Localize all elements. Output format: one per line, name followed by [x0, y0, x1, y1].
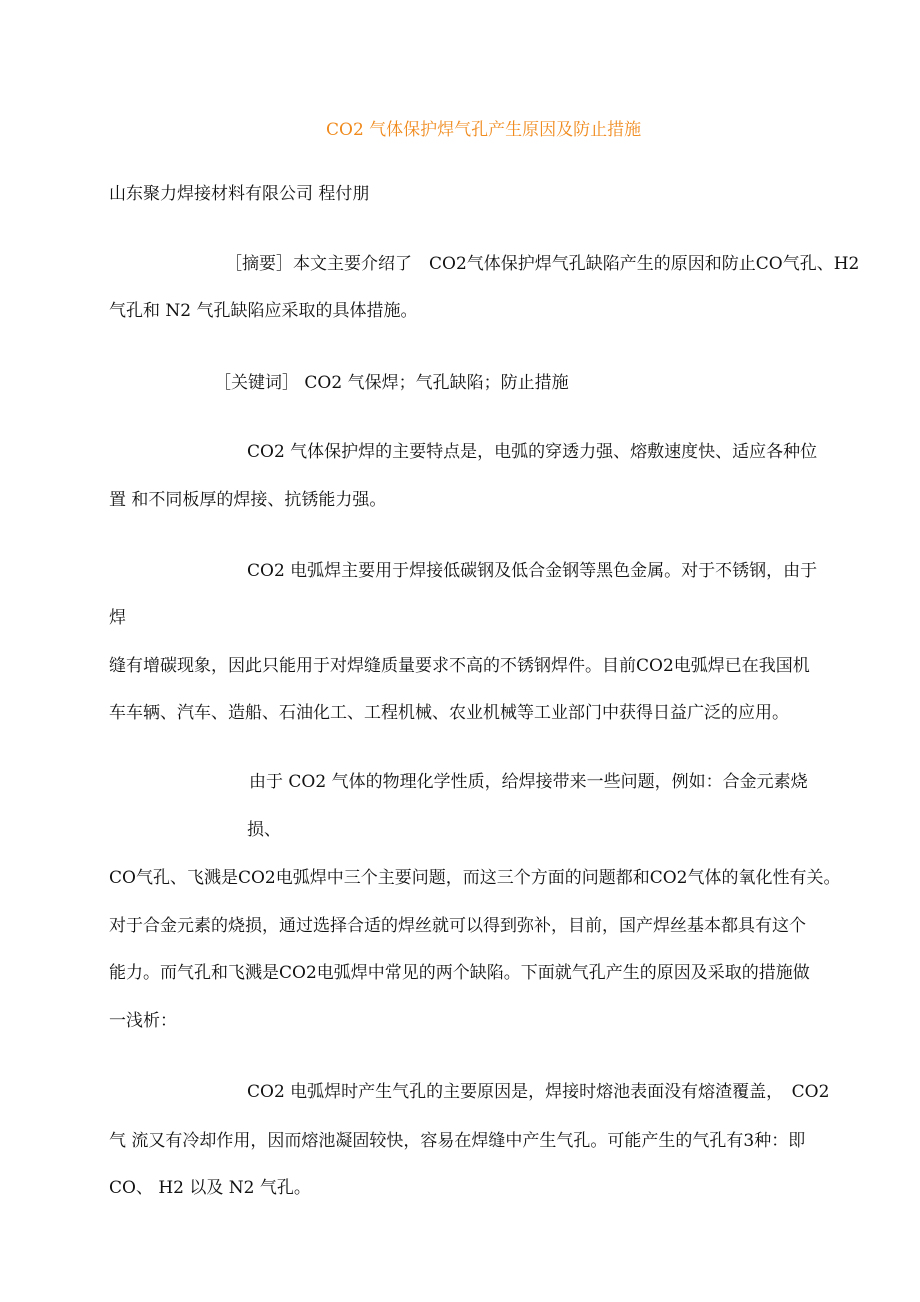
paragraph-line: 一浅析： [109, 1011, 177, 1031]
paragraph-line: 车车辆、汽车、造船、石油化工、工程机械、农业机械等工业部门中获得日益广泛的应用。 [109, 703, 789, 723]
paragraph-line: CO2 电弧焊时产生气孔的主要原因是，焊接时熔池表面没有熔渣覆盖， CO2 [247, 1082, 830, 1102]
paragraph-line: CO2 电弧焊主要用于焊接低碳钢及低合金钢等黑色金属。对于不锈钢，由于 [247, 561, 818, 581]
keywords-line: ［关键词］ CO2 气保焊；气孔缺陷；防止措施 [214, 373, 569, 393]
paragraph-line: 气 流又有冷却作用，因而熔池凝固较快，容易在焊缝中产生气孔。可能产生的气孔有3种：即 [109, 1131, 806, 1151]
document-title: CO2 气体保护焊气孔产生原因及防止措施 [326, 120, 642, 140]
paragraph-line: 缝有增碳现象，因此只能用于对焊缝质量要求不高的不锈钢焊件。目前CO2电弧焊已在我国机 [109, 656, 810, 676]
abstract-line: ［摘要］本文主要介绍了 CO2气体保护焊气孔缺陷产生的原因和防止CO气孔、H2 [225, 254, 860, 274]
author-line: 山东聚力焊接材料有限公司 程付朋 [109, 184, 370, 204]
paragraph-line: CO2 气体保护焊的主要特点是，电弧的穿透力强、熔敷速度快、适应各种位 [247, 442, 818, 462]
paragraph-line: 置 和不同板厚的焊接、抗锈能力强。 [109, 490, 387, 510]
paragraph-line: 由于 CO2 气体的物理化学性质，给焊接带来一些问题，例如：合金元素烧 [249, 772, 808, 792]
paragraph-line: 损、 [247, 820, 281, 840]
paragraph-line: CO、 H2 以及 N2 气孔。 [109, 1178, 311, 1198]
paragraph-line: CO气孔、飞溅是CO2电弧焊中三个主要问题，而这三个方面的问题都和CO2气体的氧化性有关。 [109, 868, 841, 888]
paragraph-line: 对于合金元素的烧损，通过选择合适的焊丝就可以得到弥补，目前，国产焊丝基本都具有这个 [109, 916, 806, 936]
paragraph-line: 能力。而气孔和飞溅是CO2电弧焊中常见的两个缺陷。下面就气孔产生的原因及采取的措施做 [109, 963, 810, 983]
paragraph-line: 焊 [109, 608, 126, 628]
abstract-line: 气孔和 N2 气孔缺陷应采取的具体措施。 [109, 301, 418, 321]
